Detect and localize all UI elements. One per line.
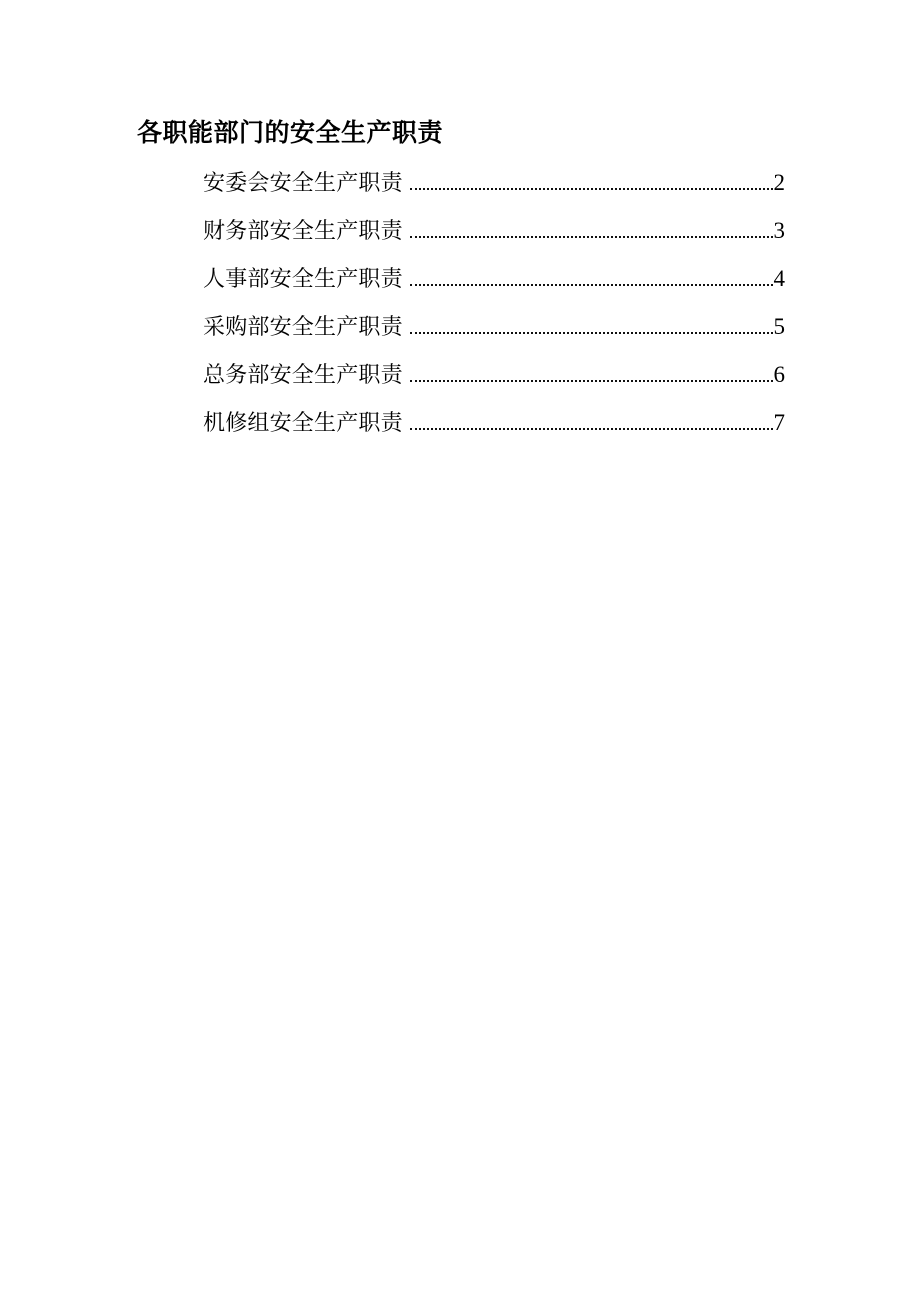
toc-entry[interactable] xyxy=(203,292,785,340)
toc-entry[interactable] xyxy=(203,388,785,436)
toc-entry-label: 人事部安全生产职责 xyxy=(203,266,403,292)
toc-entry-page-number: 4 xyxy=(773,265,785,291)
toc-dot-leader xyxy=(410,380,773,382)
toc-entry[interactable] xyxy=(203,196,785,244)
toc-entry-page-number: 2 xyxy=(773,169,785,195)
toc-dot-leader xyxy=(410,236,773,238)
toc-entry[interactable] xyxy=(203,148,785,196)
toc-entry-label: 财务部安全生产职责 xyxy=(203,218,403,244)
toc-entry[interactable] xyxy=(203,244,785,292)
toc-entry-label: 采购部安全生产职责 xyxy=(203,314,403,340)
toc-entry-page-number: 6 xyxy=(773,361,785,387)
toc-dot-leader xyxy=(410,188,773,190)
document-title: 各职能部门的安全生产职责 xyxy=(137,120,444,147)
toc-entry-label: 机修组安全生产职责 xyxy=(203,410,403,436)
toc-dot-leader xyxy=(410,332,773,334)
table-of-contents xyxy=(203,148,785,436)
toc-entry-page-number: 5 xyxy=(773,313,785,339)
toc-entry-label: 安委会安全生产职责 xyxy=(203,170,403,196)
toc-entry-page-number: 7 xyxy=(773,409,785,435)
toc-entry[interactable] xyxy=(203,340,785,388)
toc-dot-leader xyxy=(410,428,773,430)
toc-dot-leader xyxy=(410,284,773,286)
toc-entry-page-number: 3 xyxy=(773,217,785,243)
toc-entry-label: 总务部安全生产职责 xyxy=(203,362,403,388)
